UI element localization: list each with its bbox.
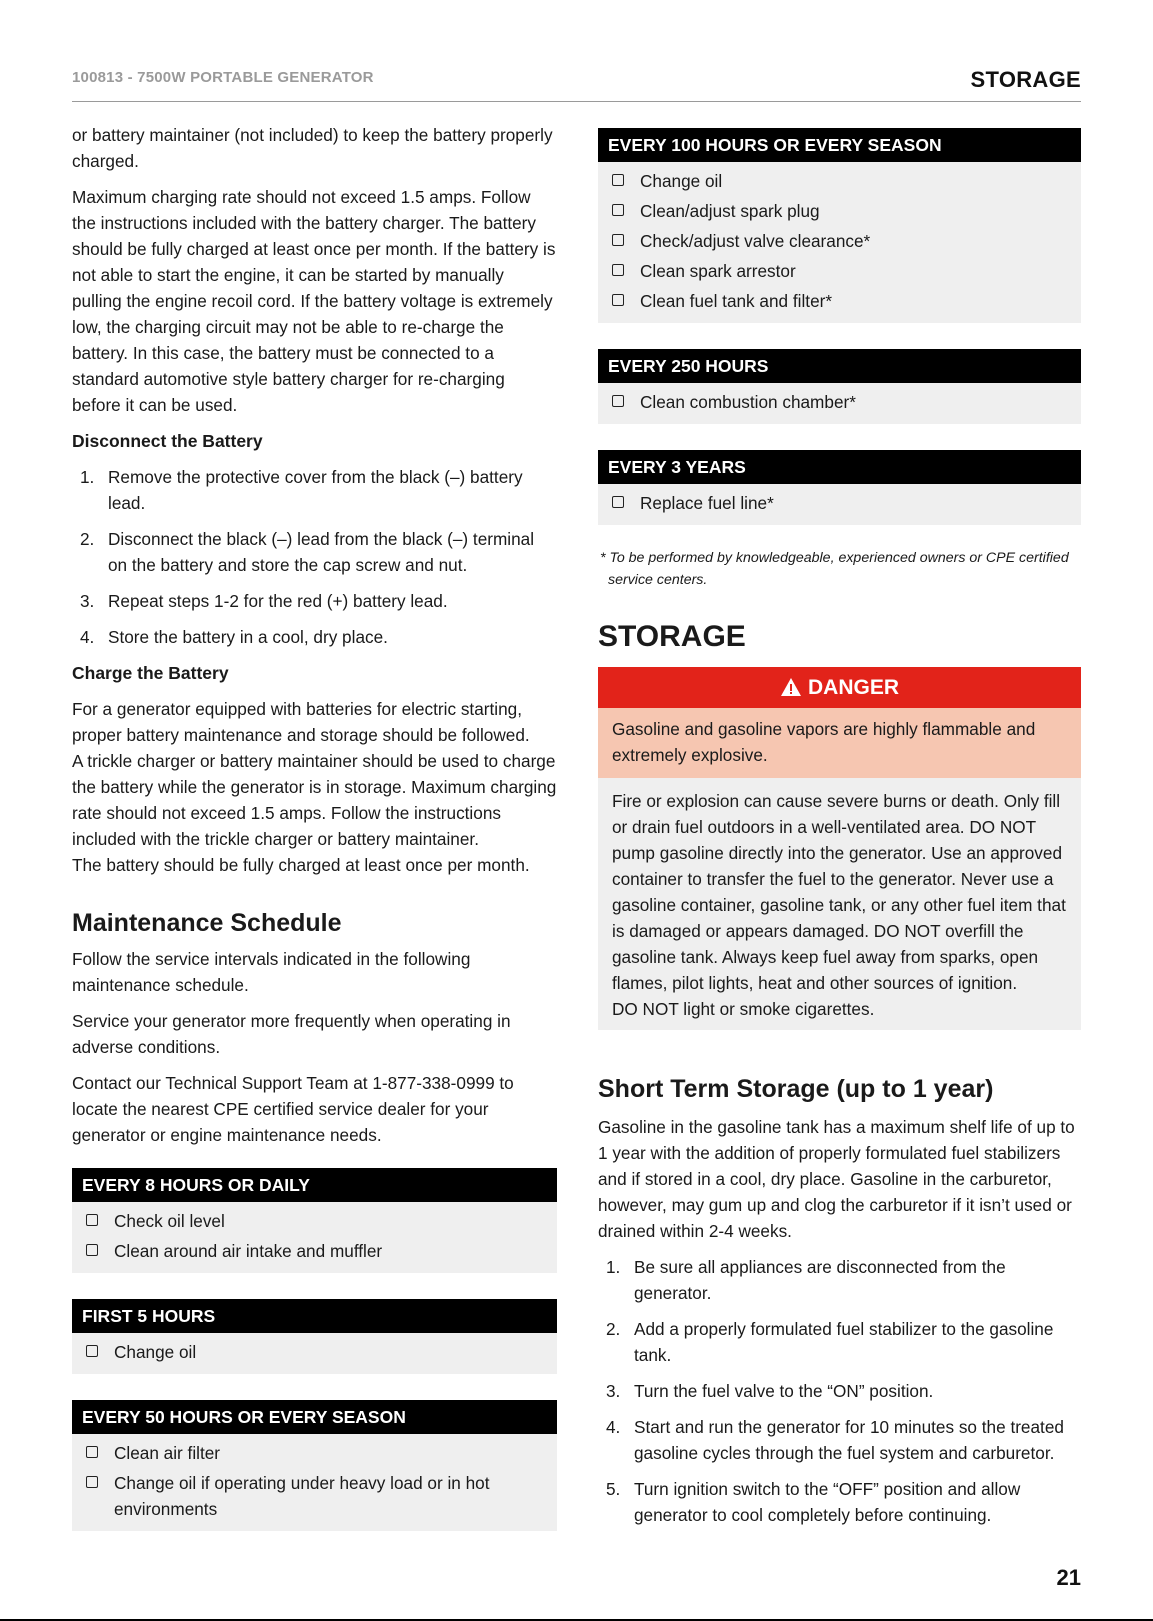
step-number: 4. [80,627,95,647]
schedule-item-label: Replace fuel line* [640,493,774,513]
storage-heading: STORAGE [598,620,746,653]
list-item [72,464,557,516]
checkbox-icon[interactable] [86,1476,98,1488]
danger-label: DANGER [807,676,899,699]
step-text: Add a properly formulated fuel stabilizer to the gasoline tank. [634,1319,1054,1365]
schedule-title: EVERY 3 YEARS [598,450,1081,484]
schedule-item [72,1238,557,1264]
checkbox-icon[interactable] [612,395,624,407]
step-text: Be sure all appliances are disconnected from the generator. [634,1257,1006,1303]
step-number: 2. [80,529,95,549]
checkbox-icon[interactable] [612,294,624,306]
schedule-item-label: Change oil [640,171,723,191]
schedule-item [72,1339,557,1365]
schedule-title: EVERY 250 HOURS [598,349,1081,383]
maintenance-intro: Follow the service intervals indicated in the following maintenance schedule. [72,949,471,995]
list-item [72,624,557,650]
schedule-every-100-hours [598,128,1081,323]
section-title: STORAGE [970,67,1081,92]
charge-text-2: A trickle charger or battery maintainer should be used to charge the battery while the generator is in storage. Maximum charging rate should not exceed 1.5 amps. Follow the instructions included with the trickle charger or battery maintainer. [72,751,557,849]
list-item [598,1414,1081,1466]
schedule-every-8-hours [72,1168,557,1273]
maintenance-heading: Maintenance Schedule [72,909,342,937]
step-text: Start and run the generator for 10 minutes so the treated gasoline cycles through the fuel system and carburetor. [634,1417,1064,1463]
checkbox-icon[interactable] [86,1345,98,1357]
right-column [598,128,1081,1538]
schedule-item-label: Clean air filter [114,1443,221,1463]
checkbox-icon[interactable] [612,234,624,246]
schedule-title: EVERY 100 HOURS OR EVERY SEASON [598,128,1081,162]
checkbox-icon[interactable] [86,1244,98,1256]
list-item [598,1254,1081,1306]
short-term-steps [598,1254,1081,1528]
danger-subtitle: Gasoline and gasoline vapors are highly flammable and extremely explosive. [612,719,1036,765]
schedule-item-label: Change oil if operating under heavy load or in hot environments [114,1473,490,1519]
checkbox-icon[interactable] [86,1446,98,1458]
short-term-paragraph: Gasoline in the gasoline tank has a maximum shelf life of up to 1 year with the addition of properly formulated fuel stabilizers and if stored in a cool, dry place. Gasoline in the carburetor, however, may gum up and clog the carburetor if it isn’t used or drained within 2-4 weeks. [598,1117,1075,1241]
schedule-item-label: Clean spark arrestor [640,261,796,281]
step-text: Disconnect the black (–) lead from the black (–) terminal on the battery and store the cap screw and nut. [108,529,535,575]
danger-body-text-2: DO NOT light or smoke cigarettes. [612,999,875,1019]
page-number: 21 [1056,1565,1081,1590]
checkbox-icon[interactable] [86,1214,98,1226]
step-number: 2. [606,1319,621,1339]
checkbox-icon[interactable] [612,264,624,276]
list-item [72,526,557,578]
warning-triangle-icon [780,677,802,697]
list-item [598,1476,1081,1528]
left-column [72,122,557,1531]
schedule-title: EVERY 8 HOURS OR DAILY [72,1168,557,1202]
schedule-item [598,168,1081,194]
step-number: 5. [606,1479,621,1499]
schedule-item [598,198,1081,224]
schedule-item-label: Clean/adjust spark plug [640,201,820,221]
document-id: 100813 - 7500W PORTABLE GENERATOR [72,69,374,86]
list-item [72,588,557,614]
schedule-item-label: Clean combustion chamber* [640,392,856,412]
danger-header [598,667,1081,708]
schedule-item [72,1440,557,1466]
schedule-first-5-hours [72,1299,557,1374]
disconnect-heading: Disconnect the Battery [72,431,263,451]
schedule-every-3-years [598,450,1081,525]
schedule-item-label: Check/adjust valve clearance* [640,231,871,251]
schedule-item [72,1208,557,1234]
schedule-title: FIRST 5 HOURS [72,1299,557,1333]
danger-subtitle-panel [598,708,1081,778]
charge-text-3: The battery should be fully charged at least once per month. [72,855,530,875]
step-number: 4. [606,1417,621,1437]
danger-warning-box [598,667,1081,1030]
intro-paragraph: or battery maintainer (not included) to keep the battery properly charged. [72,125,553,171]
step-number: 1. [606,1257,621,1277]
schedule-item-label: Change oil [114,1342,197,1362]
schedule-item-label: Clean fuel tank and filter* [640,291,833,311]
danger-body [598,778,1081,1030]
schedule-every-50-hours [72,1400,557,1531]
short-term-heading: Short Term Storage (up to 1 year) [598,1075,994,1103]
step-number: 1. [80,467,95,487]
step-text: Turn ignition switch to the “OFF” position and allow generator to cool completely before continuing. [634,1479,1021,1525]
schedule-item [598,288,1081,314]
schedule-item [598,258,1081,284]
maintenance-contact: Contact our Technical Support Team at 1-877-338-0999 to locate the nearest CPE certified service dealer for your generator or engine maintenance needs. [72,1073,514,1145]
step-number: 3. [80,591,95,611]
schedule-title: EVERY 50 HOURS OR EVERY SEASON [72,1400,557,1434]
disconnect-steps [72,464,557,650]
header-divider [72,101,1081,102]
charge-text-1: For a generator equipped with batteries for electric starting, proper battery maintenance and storage should be followed. [72,699,530,745]
checkbox-icon[interactable] [612,496,624,508]
step-text: Store the battery in a cool, dry place. [108,627,388,647]
schedule-item [598,228,1081,254]
step-text: Remove the protective cover from the black (–) battery lead. [108,467,523,513]
checkbox-icon[interactable] [612,174,624,186]
list-item [598,1316,1081,1368]
footnote: * To be performed by knowledgeable, experienced owners or CPE certified service centers. [600,550,1069,588]
schedule-item-label: Clean around air intake and muffler [114,1241,383,1261]
step-text: Turn the fuel valve to the “ON” position. [634,1381,934,1401]
charging-paragraph: Maximum charging rate should not exceed 1.5 amps. Follow the instructions included with the battery charger. The battery should be fully charged at least once per month. If the battery is not able to start the engine, it can be started by manually pulling the engine recoil cord. If the battery voltage is extremely low, the charging circuit may not be able to re-charge the battery. In this case, the battery must be connected to a standard automotive style battery charger for re-charging before it can be used. [72,187,556,415]
schedule-item [598,490,1081,516]
list-item [598,1378,1081,1404]
step-number: 3. [606,1381,621,1401]
schedule-item-label: Check oil level [114,1211,225,1231]
charge-heading: Charge the Battery [72,663,229,683]
step-text: Repeat steps 1-2 for the red (+) battery lead. [108,591,448,611]
schedule-every-250-hours [598,349,1081,424]
schedule-item [598,389,1081,415]
schedule-item [72,1470,557,1522]
maintenance-adverse: Service your generator more frequently when operating in adverse conditions. [72,1011,511,1057]
checkbox-icon[interactable] [612,204,624,216]
danger-body-text: Fire or explosion can cause severe burns or death. Only fill or drain fuel outdoors in a well-ventilated area. DO NOT pump gasoline directly into the generator. Use an approved container to transfer the fuel to the generator. Never use a gasoline container, gasoline tank, or any other fuel item that is damaged or appears damaged. DO NOT overfill the gasoline tank. Always keep fuel away from sparks, open flames, pilot lights, heat and other sources of ignition. [612,791,1066,993]
